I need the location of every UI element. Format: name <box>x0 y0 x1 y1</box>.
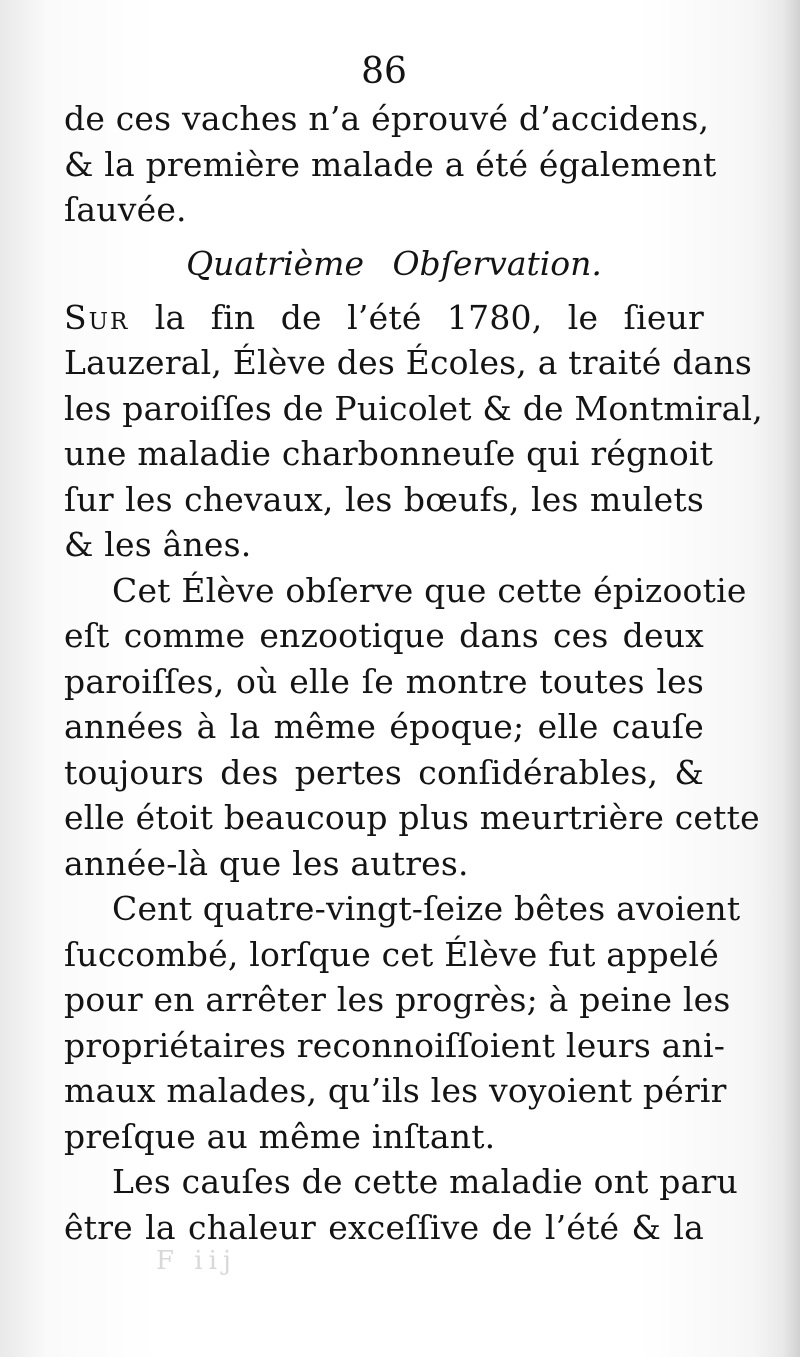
text-line: elle étoit beaucoup plus meurtrière cette <box>64 798 760 837</box>
text-line: ſuccombé, lorſque cet Élève fut appelé <box>64 934 719 974</box>
section-heading: Quatrième Obſervation. <box>186 243 602 283</box>
paragraph-first-line: Cet Élève obſerve que cette épizootie <box>112 570 747 610</box>
text-line: paroiſſes, où elle ſe montre toutes les <box>64 661 704 701</box>
text-line: de ces vaches n’a éprouvé d’accidens, <box>64 99 710 138</box>
text-line: eſt comme enzootique dans ces deux <box>64 616 704 655</box>
signature-mark: F iij <box>156 1246 237 1276</box>
text-line: ſauvée. <box>64 190 187 229</box>
text-line: preſque au même inſtant. <box>64 1116 496 1156</box>
text-line: Lauzeral, Élève des Écoles, a traité dans <box>64 343 752 382</box>
paragraph-first-line <box>64 295 704 341</box>
page-number: 86 <box>361 51 407 92</box>
text-line: & la première malade a été également <box>64 144 717 184</box>
paragraph-first-line: Les cauſes de cette maladie ont paru <box>112 1162 738 1201</box>
text-line: pour en arrêter les progrès; à peine les <box>64 980 731 1019</box>
text-line: les paroiſſes de Puicolet & de Montmiral, <box>64 388 763 428</box>
text-line: années à la même époque; elle cauſe <box>64 707 704 746</box>
text-line: maux malades, qu’ils les voyoient périr <box>64 1071 727 1110</box>
page-text <box>64 48 763 1250</box>
lead-word: Sur <box>64 297 130 337</box>
text-line: & les ânes. <box>64 525 252 564</box>
paragraph-first-line: Cent quatre-vingt-ſeize bêtes avoient <box>112 889 741 928</box>
text-line: être la chaleur exceſſive de l’été & la <box>64 1207 704 1247</box>
lead-rest: la fin de l’été 1780, le ſieur <box>129 297 704 337</box>
text-line: propriétaires reconnoiſſoient leurs ani- <box>64 1025 726 1065</box>
text-line: une maladie charbonneuſe qui régnoit <box>64 434 714 473</box>
text-line: toujours des pertes conſidérables, & <box>64 752 704 792</box>
text-line: année-là que les autres. <box>64 843 469 883</box>
text-line: ſur les chevaux, les bœufs, les mulets <box>64 479 704 519</box>
